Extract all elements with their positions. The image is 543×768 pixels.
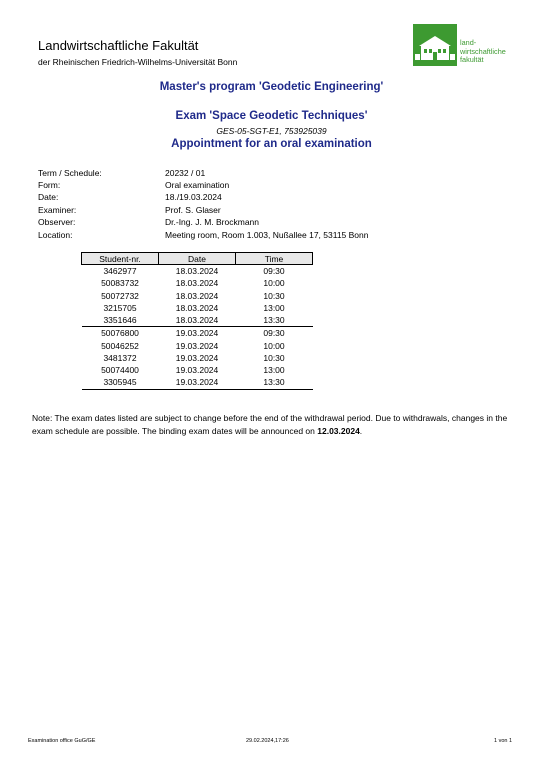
student-number-cell: 50083732 xyxy=(101,278,139,289)
university-name: der Rheinischen Friedrich-Wilhelms-Universität Bonn xyxy=(38,57,238,67)
student-number-cell: 50072732 xyxy=(101,290,139,301)
exam-title: Exam 'Space Geodetic Techniques' xyxy=(175,110,368,122)
info-value-date: 18./19.03.2024 xyxy=(165,192,222,202)
student-number-cell: 3305945 xyxy=(82,376,159,389)
column-header-time: Time xyxy=(236,253,313,265)
logo-text xyxy=(460,39,506,65)
time-cell: 10:00 xyxy=(263,340,285,351)
student-number-cell: 3462977 xyxy=(103,266,137,277)
student-number-cell: 50076800 xyxy=(101,328,139,339)
info-value-term: 20232 / 01 xyxy=(165,168,206,178)
table-row xyxy=(82,376,313,389)
time-cell: 13:30 xyxy=(236,314,313,327)
table-row xyxy=(82,364,313,376)
date-cell: 18.03.2024 xyxy=(159,314,236,327)
info-label-observer: Observer: xyxy=(38,217,76,227)
time-cell: 09:30 xyxy=(263,266,285,277)
info-value-location: Meeting room, Room 1.003, Nußallee 17, 53115 Bonn xyxy=(165,230,369,240)
footer-timestamp: 29.02.2024,17:26 xyxy=(246,738,289,744)
time-cell: 13:30 xyxy=(236,376,313,389)
table-row xyxy=(82,302,313,314)
info-label-date: Date: xyxy=(38,192,59,202)
column-header-date: Date xyxy=(159,253,236,265)
logo-line-3: fakultät xyxy=(460,55,484,64)
time-cell: 10:30 xyxy=(263,352,285,363)
footer-office: Examination office GuG/GE xyxy=(28,738,96,744)
note-end: . xyxy=(359,426,363,436)
student-number-cell: 3351646 xyxy=(82,314,159,327)
appointment-title: Appointment for an oral examination xyxy=(171,138,372,150)
time-cell: 09:30 xyxy=(263,328,285,339)
info-label-location: Location: xyxy=(38,230,73,240)
time-cell: 10:30 xyxy=(263,290,285,301)
date-cell: 19.03.2024 xyxy=(159,376,236,389)
table-row xyxy=(82,352,313,364)
note-announcement-date: 12.03.2024 xyxy=(317,426,360,436)
info-label-examiner: Examiner: xyxy=(38,205,77,215)
info-value-observer: Dr.-Ing. J. M. Brockmann xyxy=(165,217,259,227)
info-value-examiner: Prof. S. Glaser xyxy=(165,205,221,215)
date-cell: 18.03.2024 xyxy=(175,266,219,277)
student-number-cell: 3215705 xyxy=(103,302,137,313)
logo-line-1: land- xyxy=(460,38,477,47)
info-value-form: Oral examination xyxy=(165,180,230,190)
table-row xyxy=(82,277,313,289)
program-title: Master's program 'Geodetic Engineering' xyxy=(159,81,384,93)
column-header-student: Student-nr. xyxy=(82,253,159,265)
date-cell: 18.03.2024 xyxy=(175,290,219,301)
table-header-row xyxy=(82,253,313,265)
table-row xyxy=(82,314,313,327)
date-cell: 18.03.2024 xyxy=(175,302,219,313)
note-text: Note: The exam dates listed are subject to change before the end of the withdrawal period. Due to withdrawals, changes in the exam schedule are possible. The binding exam dates will be announced on xyxy=(32,413,508,436)
schedule-note xyxy=(32,412,514,438)
exam-schedule-table xyxy=(81,252,313,390)
table-row xyxy=(82,327,313,340)
student-number-cell: 50074400 xyxy=(101,365,139,376)
student-number-cell: 3481372 xyxy=(103,352,137,363)
footer-page-number: 1 von 1 xyxy=(494,738,513,744)
student-number-cell: 50046252 xyxy=(101,340,139,351)
info-label-form: Form: xyxy=(38,180,61,190)
time-cell: 13:00 xyxy=(263,302,285,313)
exam-code: GES-05-SGT-E1, 753925039 xyxy=(216,126,327,136)
date-cell: 19.03.2024 xyxy=(175,352,219,363)
time-cell: 10:00 xyxy=(263,278,285,289)
info-label-term: Term / Schedule: xyxy=(38,168,102,178)
time-cell: 13:00 xyxy=(263,365,285,376)
table-row xyxy=(82,340,313,352)
date-cell: 19.03.2024 xyxy=(175,365,219,376)
table-row xyxy=(82,290,313,302)
date-cell: 19.03.2024 xyxy=(175,328,219,339)
date-cell: 18.03.2024 xyxy=(175,278,219,289)
date-cell: 19.03.2024 xyxy=(175,340,219,351)
logo-line-2: wirtschaftliche xyxy=(460,46,506,56)
table-row xyxy=(82,265,313,278)
faculty-name: Landwirtschaftliche Fakultät xyxy=(38,38,199,53)
